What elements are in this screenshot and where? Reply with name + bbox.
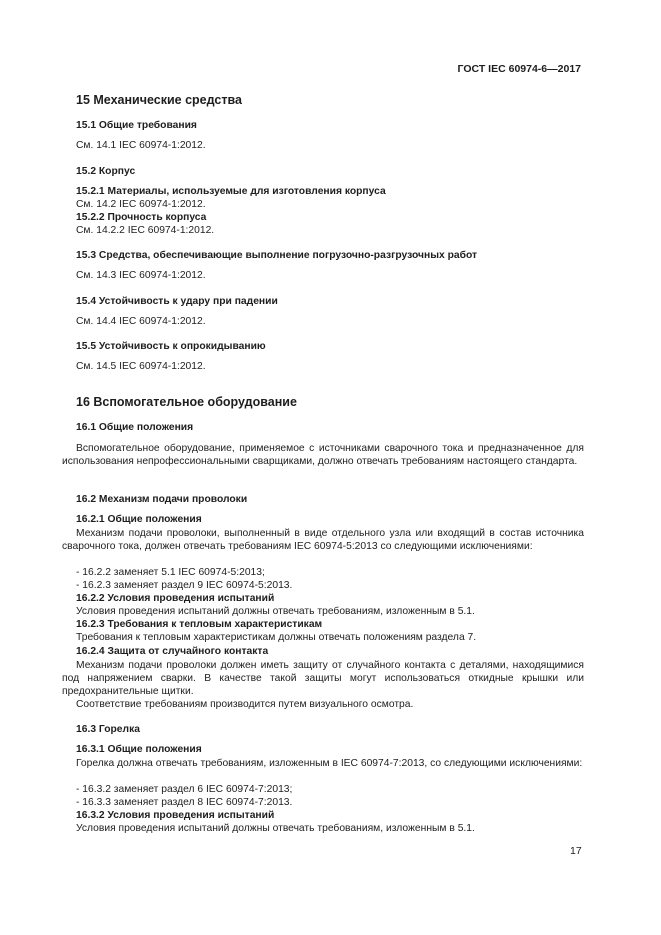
section-16-2-1-text: Механизм подачи проволоки, выполненный в виде отдельного узла или входящий в состав источника сварочного тока, должен отвечать требованиям IEC 60974-5:2013 со следующими исключениями: <box>62 528 584 553</box>
section-16-3-1-item-1: - 16.3.2 заменяет раздел 6 IEC 60974-7:2013; <box>76 784 293 795</box>
section-15-5-title: 15.5 Устойчивость к опрокидыванию <box>76 341 266 352</box>
section-15-5-text: См. 14.5 IEC 60974-1:2012. <box>76 361 206 372</box>
section-15-4-text: См. 14.4 IEC 60974-1:2012. <box>76 316 206 327</box>
section-16-3-1-item-2: - 16.3.3 заменяет раздел 8 IEC 60974-7:2013. <box>76 797 293 808</box>
section-16-2-2-title: 16.2.2 Условия проведения испытаний <box>76 593 275 604</box>
section-15-2-2-title: 15.2.2 Прочность корпуса <box>76 212 207 223</box>
section-15-1-title: 15.1 Общие требования <box>76 120 197 131</box>
section-16-3-1-title: 16.3.1 Общие положения <box>76 744 202 755</box>
section-15-3-text: См. 14.3 IEC 60974-1:2012. <box>76 270 206 281</box>
section-16-2-4-text-2: Соответствие требованиям производится путем визуального осмотра. <box>76 699 414 710</box>
section-15-2-1-title: 15.2.1 Материалы, используемые для изготовления корпуса <box>76 186 386 197</box>
section-16-3-2-title: 16.3.2 Условия проведения испытаний <box>76 810 275 821</box>
page-number: 17 <box>570 845 582 857</box>
section-16-3-1-text: Горелка должна отвечать требованиям, изложенным в IEC 60974-7:2013, со следующими исключениями: <box>76 758 583 769</box>
section-16-2-1-title: 16.2.1 Общие положения <box>76 514 202 525</box>
section-16-2-4-text: Механизм подачи проволоки должен иметь защиту от случайного контакта с деталями, находящимися под напряжением сварки. В качестве такой защиты могут использоваться откидные крышки или предохранительные щитки. <box>62 660 584 698</box>
section-15-2-2-text: См. 14.2.2 IEC 60974-1:2012. <box>76 225 215 236</box>
section-16-title: 16 Вспомогательное оборудование <box>76 395 297 409</box>
section-16-2-4-title: 16.2.4 Защита от случайного контакта <box>76 646 269 657</box>
section-16-1-text: Вспомогательное оборудование, применяемое с источниками сварочного тока и предназначенное для использования непрофессиональными сварщиками, должно отвечать требованиям настоящего стандарта. <box>62 443 584 468</box>
section-15-2-1-text: См. 14.2 IEC 60974-1:2012. <box>76 199 206 210</box>
section-16-2-3-text: Требования к тепловым характеристикам должны отвечать положениям раздела 7. <box>76 632 477 643</box>
section-16-2-1-item-1: - 16.2.2 заменяет 5.1 IEC 60974-5:2013; <box>76 567 265 578</box>
section-15-2-title: 15.2 Корпус <box>76 166 136 177</box>
section-15-4-title: 15.4 Устойчивость к удару при падении <box>76 296 278 307</box>
section-16-2-2-text: Условия проведения испытаний должны отвечать требованиям, изложенным в 5.1. <box>76 606 475 617</box>
section-15-3-title: 15.3 Средства, обеспечивающие выполнение погрузочно-разгрузочных работ <box>76 250 478 261</box>
section-16-2-title: 16.2 Механизм подачи проволоки <box>76 494 248 505</box>
section-15-1-text: См. 14.1 IEC 60974-1:2012. <box>76 140 206 151</box>
section-16-3-title: 16.3 Горелка <box>76 724 140 735</box>
section-16-2-3-title: 16.2.3 Требования к тепловым характеристикам <box>76 619 323 630</box>
section-15-title: 15 Механические средства <box>76 93 242 107</box>
section-16-3-2-text: Условия проведения испытаний должны отвечать требованиям, изложенным в 5.1. <box>76 823 475 834</box>
document-id-header: ГОСТ IEC 60974-6—2017 <box>457 63 581 75</box>
section-16-1-title: 16.1 Общие положения <box>76 422 194 433</box>
section-16-2-1-item-2: - 16.2.3 заменяет раздел 9 IEC 60974-5:2013. <box>76 580 293 591</box>
